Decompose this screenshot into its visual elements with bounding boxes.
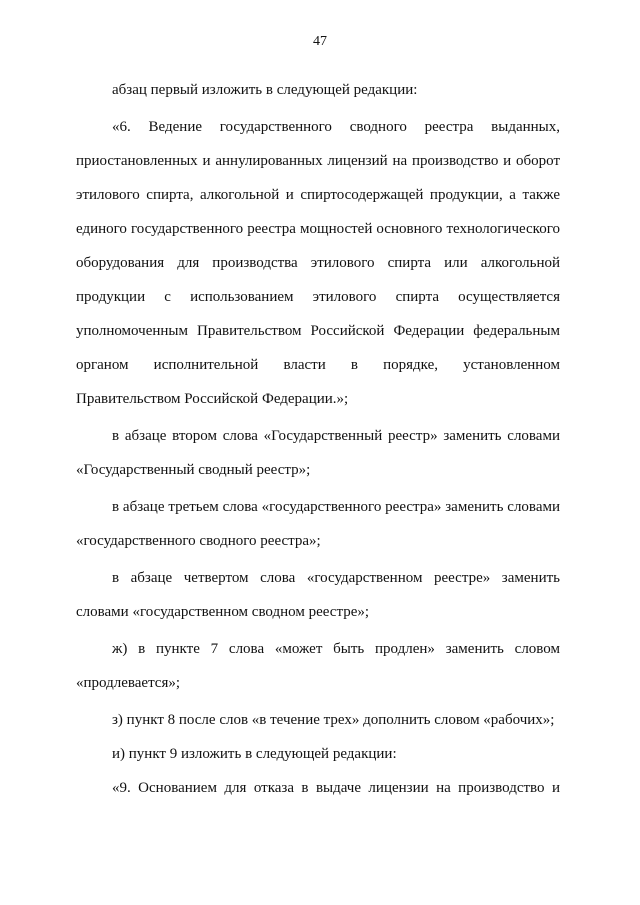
paragraph-second-abzac: в абзаце втором слова «Государственный реестр» заменить словами «Государственный сводный реестр»; — [76, 428, 560, 478]
paragraph-item-i: и) пункт 9 изложить в следующей редакции: — [112, 746, 397, 762]
paragraph-intro: абзац первый изложить в следующей редакции: — [112, 82, 418, 98]
paragraph-fourth-abzac: в абзаце четвертом слова «государственном реестре» заменить словами «государственном сводном реестре»; — [76, 570, 560, 620]
paragraph-item-z: з) пункт 8 после слов «в течение трех» дополнить словом «рабочих»; — [112, 712, 555, 728]
paragraph-quoted-item-6: «6. Ведение государственного сводного реестра выданных, приостановленных и аннулированных лицензий на производство и оборот этилового спирта, алкогольной и спиртосодержащей продукции, а также единого государственного реестра мощностей основного технологического оборудования для производства этилового спирта или алкогольной продукции с использованием этилового спирта осуществляется уполномоченным Правительством Российской Федерации федеральным органом исполнительной власти в порядке, установленном Правительством Российской Федерации.»; — [76, 119, 560, 407]
document-body — [76, 73, 560, 805]
paragraph-quoted-item-9: «9. Основанием для отказа в выдаче лицензии на производство и — [112, 780, 560, 796]
paragraph-item-zh: ж) в пункте 7 слова «может быть продлен» заменить словом «продлевается»; — [76, 641, 560, 691]
paragraph-third-abzac: в абзаце третьем слова «государственного реестра» заменить словами «государственного сводного реестра»; — [76, 499, 560, 549]
page-number: 47 — [313, 34, 327, 49]
